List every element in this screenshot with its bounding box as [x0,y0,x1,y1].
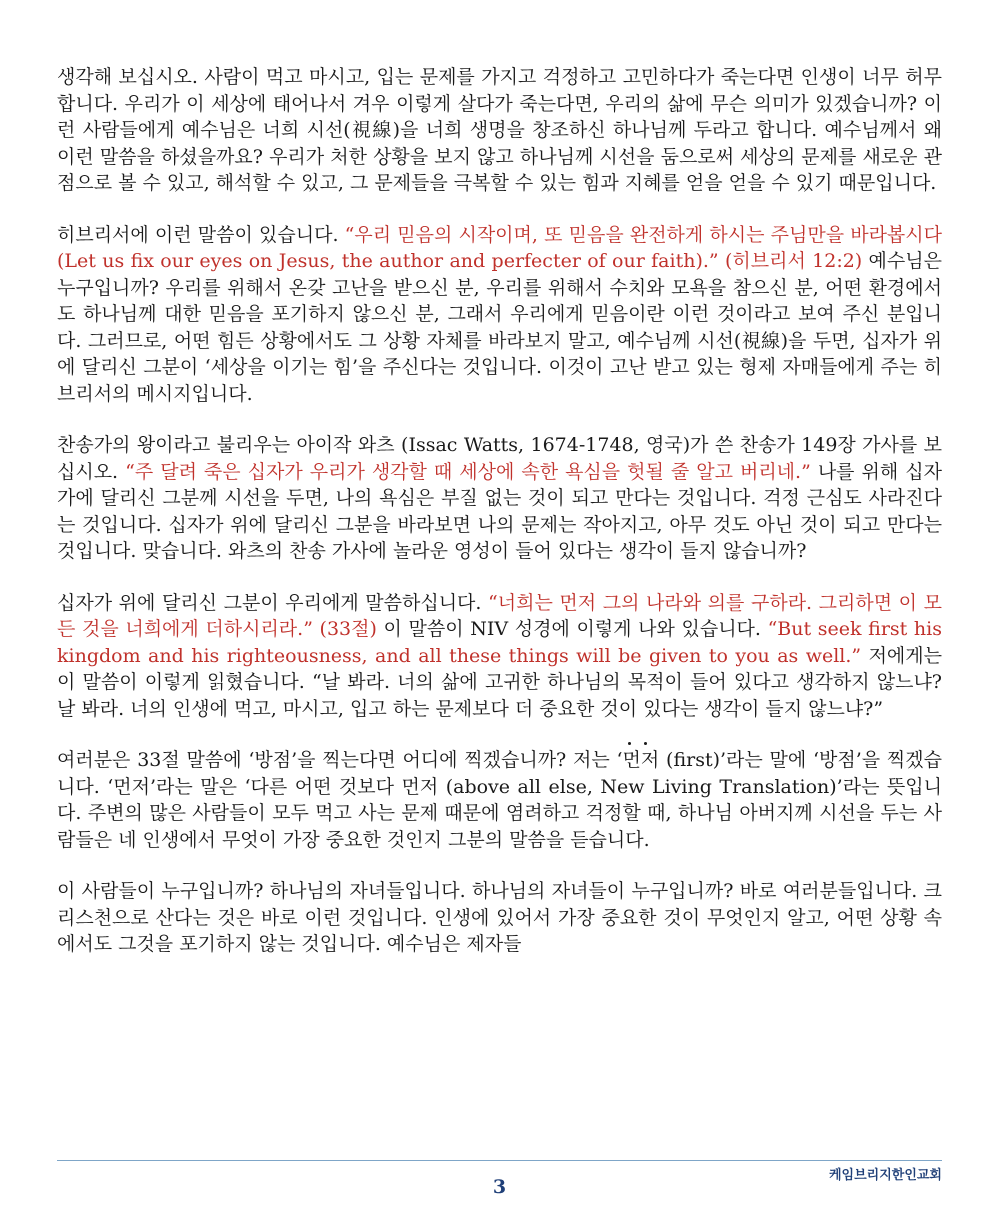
paragraph-text: 예수님은 누구입니까? 우리를 위해서 온갖 고난을 받으신 분, 우리를 위해서 수치와 모욕을 참으신 분, 어떤 환경에서도 하나님께 대한 믿음을 포기하지 않으신 분, 그래서 우리에게 믿음이란 이런 것이라고 보여 주신 분입니다. 그러므로, 어떤 힘든 상황에서도 그 상황 자체를 바라보지 말고, 예수님께 시선(視線)을 두면, 십자가 위에 달리신 그분이 ‘세상을 이기는 힘’을 주신다는 것입니다. 이것이 고난 받고 있는 형제 자매들에게 주는 히브리서의 메시지입니다. [57,250,942,405]
footer-church-name: 케임브리지한인교회 [828,1168,942,1183]
scripture-quote-english: “But seek first his kingdom and his righteousness, and all these things will be given to you as well.” [57,618,942,667]
paragraph-5 [57,747,942,853]
scripture-quote: “우리 믿음의 시작이며, 또 믿음을 완전하게 하시는 주님만을 바라봅시다 (Let us fix our eyes on Jesus, the author and perfecter of our faith).” (히브리서 12:2) [57,223,942,272]
paragraph-text: 이 말씀이 NIV 성경에 이렇게 나와 있습니다. [376,618,768,640]
page-number: 3 [492,1176,507,1198]
paragraph-text: 생각해 보십시오. 사람이 먹고 마시고, 입는 문제를 가지고 걱정하고 고민하다가 죽는다면 인생이 너무 허무합니다. 우리가 이 세상에 태어나서 겨우 이렇게 살다가 죽는다면, 우리의 삶에 무슨 의미가 있겠습니까? 이런 사람들에게 예수님은 너희 시선(視線)을 너희 생명을 창조하신 하나님께 두라고 합니다. 예수님께서 왜 이런 말씀을 하셨을까요? 우리가 처한 상황을 보지 않고 하나님께 시선을 둠으로써 세상의 문제를 새로운 관점으로 볼 수 있고, 해석할 수 있고, 그 문제들을 극복할 수 있는 힘과 지혜를 얻을 얻을 수 있기 때문입니다. [57,66,942,194]
paragraph-4 [57,590,942,723]
paragraph-text: 저에게는 이 말씀이 이렇게 읽혔습니다. “날 봐라. 너의 삶에 고귀한 하나님의 목적이 들어 있다고 생각하지 않느냐? 날 봐라. 너의 인생에 먹고, 마시고, 입고 하는 문제보다 더 중요한 것이 있다는 생각이 들지 않느냐?” [57,644,942,720]
paragraph-6 [57,878,942,958]
paragraph-text: 십자가 위에 달리신 그분이 우리에게 말씀하십니다. [57,591,489,614]
paragraph-3 [57,432,942,565]
document-body [57,64,942,983]
emphasis-dotted-word: 먼저 [623,747,660,774]
paragraph-1 [57,64,942,197]
paragraph-text: 여러분은 33절 말씀에 ‘방점’을 찍는다면 어디에 찍겠습니까? 저는 ‘ [57,749,623,771]
footer-divider [57,1160,942,1161]
paragraph-text: 나를 위해 십자가에 달리신 그분께 시선을 두면, 나의 욕심은 부질 없는 것이 되고 만다는 것입니다. 걱정 근심도 사라진다는 것입니다. 십자가 위에 달리신 그분을 바라보면 나의 문제는 작아지고, 아무 것도 아닌 것이 되고 만다는 것입니다. 맞습니다. 와츠의 찬송 가사에 놀라운 영성이 들어 있다는 생각이 들지 않습니까? [57,460,942,562]
paragraph-text: 히브리서에 이런 말씀이 있습니다. [57,223,345,246]
paragraph-text: 이 사람들이 누구입니까? 하나님의 자녀들입니다. 하나님의 자녀들이 누구입니까? 바로 여러분들입니다. 크리스천으로 산다는 것은 바로 이런 것입니다. 인생에 있어서 가장 중요한 것이 무엇인지 알고, 어떤 상황 속에서도 그것을 포기하지 않는 것입니다. 예수님은 제자들 [57,880,942,955]
hymn-quote: “주 달려 죽은 십자가 우리가 생각할 때 세상에 속한 욕심을 헛될 줄 알고 버리네.” [125,460,811,483]
paragraph-2 [57,222,942,408]
paragraph-text: 찬송가의 왕이라고 불리우는 아이작 와츠 (Issac Watts, 1674-1748, 영국)가 쓴 찬송가 149장 가사를 보십시오. [57,434,942,483]
scripture-quote: “너희는 먼저 그의 나라와 의를 구하라. 그리하면 이 모든 것을 너희에게 더하시리라.” (33절) [57,591,942,640]
paragraph-text: (first)’라는 말에 ‘방점’을 찍겠습니다. ‘먼저’라는 말은 ‘다른 어떤 것보다 먼저 (above all else, New Living Translation)’라는 뜻입니다. 주변의 많은 사람들이 모두 먹고 사는 문제 때문에 염려하고 걱정할 때, 하나님 아버지께 시선을 두는 사람들은 네 인생에서 무엇이 가장 중요한 것인지 그분의 말씀을 듣습니다. [57,749,942,851]
